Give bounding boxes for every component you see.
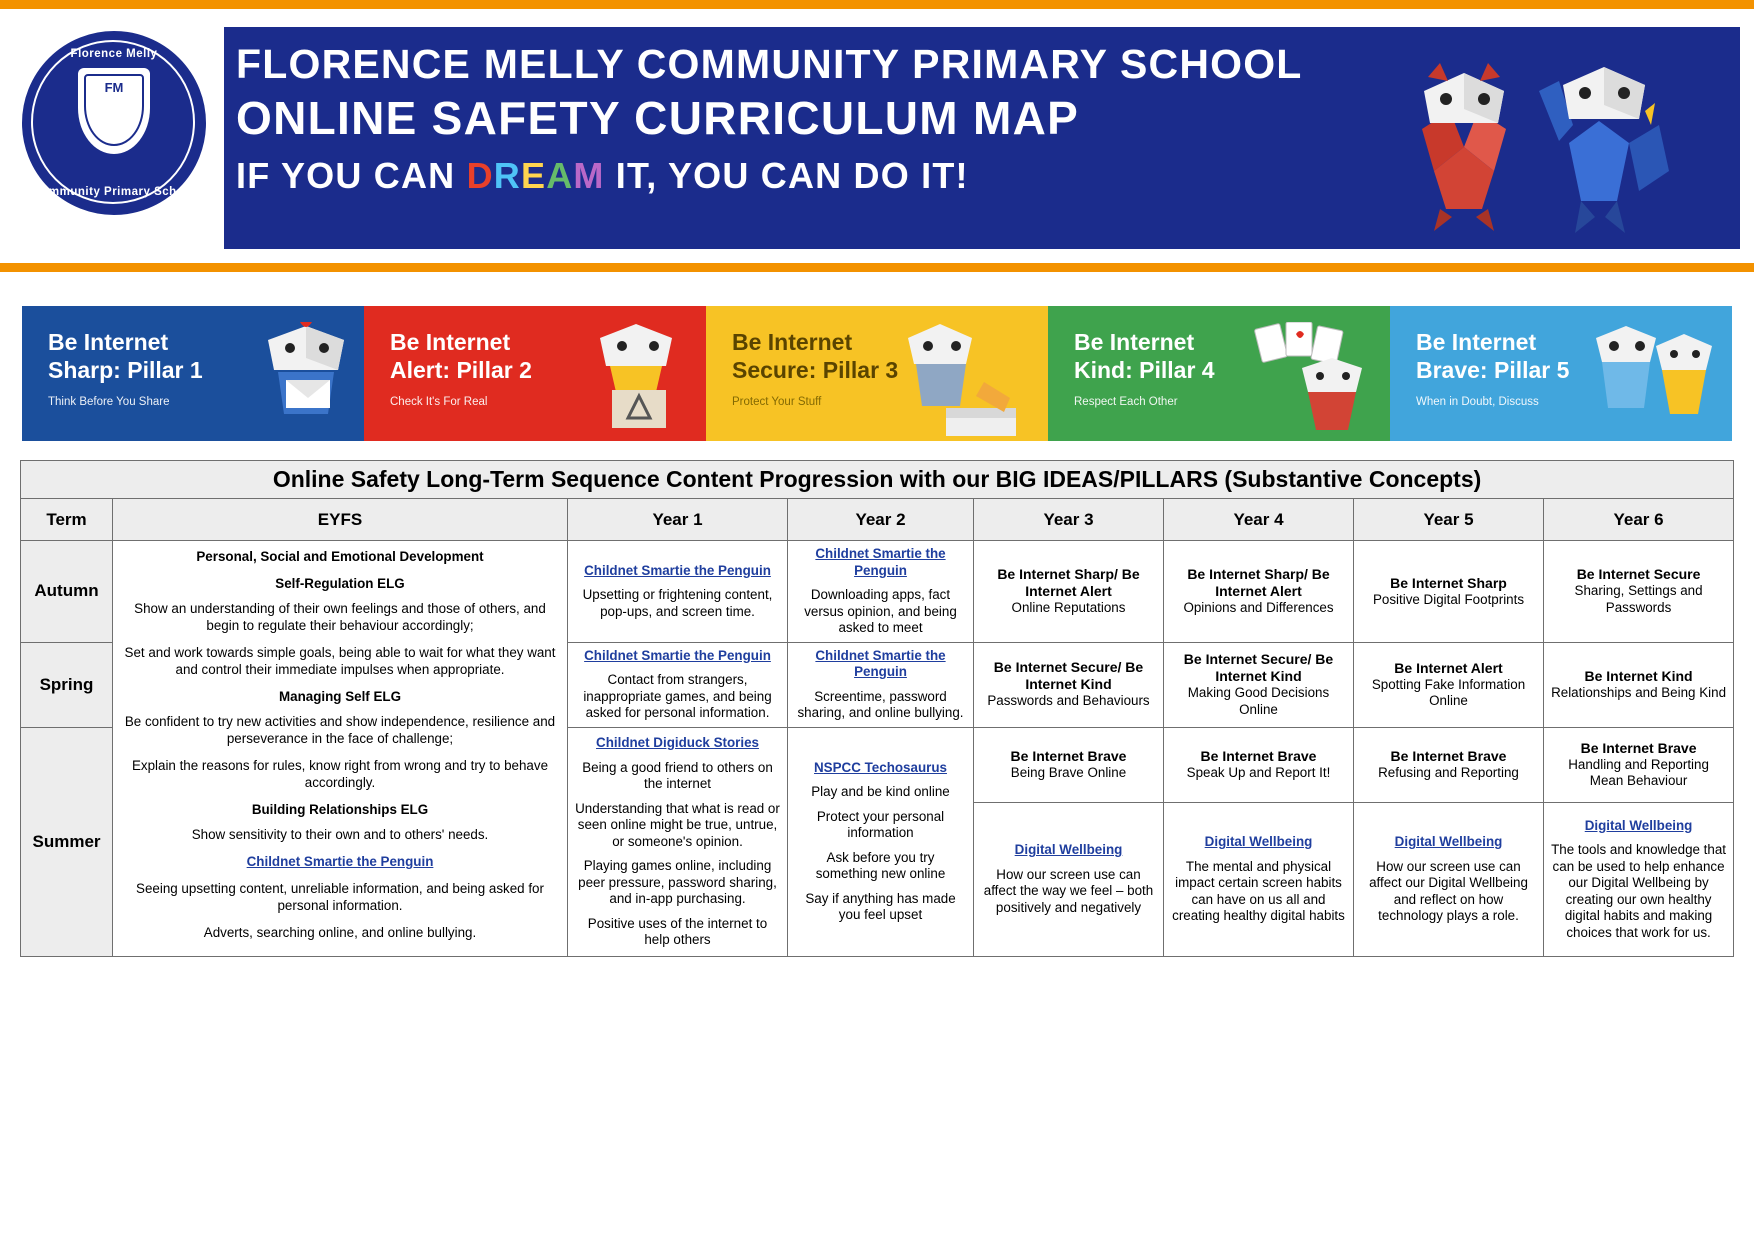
autumn-year-4-cell xyxy=(1164,541,1354,643)
autumn-year-6-label: Be Internet Secure xyxy=(1576,566,1701,583)
summer-brave-year-6-desc: Handling and Reporting Mean Behaviour xyxy=(1568,756,1709,789)
pillar-4-title: Be Internet Kind: Pillar 4 xyxy=(1074,329,1215,383)
pillar-5-subtitle: When in Doubt, Discuss xyxy=(1416,396,1539,408)
spring-year-2-link[interactable]: Childnet Smartie the Penguin xyxy=(815,647,946,679)
motto-dream-e: E xyxy=(520,155,547,196)
summer-wellbeing-year-4-desc: The mental and physical impact certain screen habits can have on us all and creating healthy digital habits xyxy=(1172,858,1345,924)
pillar-4-robot-icon xyxy=(1250,322,1380,437)
summer-wellbeing-year-3-desc: How our screen use can affect the way we feel – both positively and negatively xyxy=(983,866,1154,915)
summer-wellbeing-year-6-cell xyxy=(1544,802,1734,956)
summer-year-2-cell xyxy=(788,727,974,957)
motto-suffix: IT, YOU CAN DO IT! xyxy=(604,155,969,196)
pillar-1-subtitle: Think Before You Share xyxy=(48,396,170,408)
motto-dream-d: D xyxy=(466,155,494,196)
eyfs-cell xyxy=(113,541,568,957)
pillar-1-title: Be Internet Sharp: Pillar 1 xyxy=(48,329,203,383)
column-header-term: Term xyxy=(21,499,113,541)
motto-prefix: IF YOU CAN xyxy=(236,155,467,196)
autumn-year-6-desc: Sharing, Settings and Passwords xyxy=(1574,583,1703,615)
curriculum-table-wrapper xyxy=(20,460,1733,957)
summer-year-1-desc-3: Playing games online, including peer pressure, password sharing, and in-app purchasing. xyxy=(578,858,777,906)
column-header-year-4: Year 4 xyxy=(1164,499,1354,541)
summer-year-2-desc-4: Say if anything has made you feel upset xyxy=(805,890,956,923)
summer-year-1-desc-1: Being a good friend to others on the internet xyxy=(582,759,773,791)
spring-year-4-label: Be Internet Secure/ Be Internet Kind xyxy=(1183,651,1334,684)
eyfs-heading-building-relationships: Building Relationships ELG xyxy=(251,802,429,817)
autumn-year-2-cell xyxy=(788,541,974,643)
pillar-strip xyxy=(22,306,1732,441)
summer-brave-year-3-label: Be Internet Brave xyxy=(1010,747,1127,764)
pillar-2-title: Be Internet Alert: Pillar 2 xyxy=(390,329,532,383)
table-banner: Online Safety Long-Term Sequence Content Progression with our BIG IDEAS/PILLARS (Substantive Concepts) xyxy=(21,461,1734,499)
motto-dream-m: M xyxy=(573,155,605,196)
summer-brave-year-4-cell xyxy=(1164,727,1354,802)
eyfs-heading-psed: Personal, Social and Emotional Development xyxy=(196,549,484,564)
column-header-year-5: Year 5 xyxy=(1354,499,1544,541)
term-spring: Spring xyxy=(21,642,113,727)
summer-brave-year-5-cell xyxy=(1354,727,1544,802)
red-robot-mascot-icon xyxy=(1404,51,1524,231)
summer-brave-year-6-label: Be Internet Brave xyxy=(1580,739,1697,756)
blue-robot-mascot-icon xyxy=(1529,51,1679,241)
second-orange-rule xyxy=(0,263,1754,272)
autumn-year-3-desc: Online Reputations xyxy=(1011,600,1126,615)
eyfs-text-2: Set and work towards simple goals, being able to wait for what they want and control their immediate impulses when appropriate. xyxy=(124,645,556,677)
column-header-year-1: Year 1 xyxy=(568,499,788,541)
autumn-year-2-link[interactable]: Childnet Smartie the Penguin xyxy=(815,546,946,578)
curriculum-table xyxy=(20,460,1734,957)
table-header-row xyxy=(21,499,1734,541)
spring-year-1-desc: Contact from strangers, inappropriate games, and being asked for personal information. xyxy=(583,672,772,720)
crest-bottom-text: Community Primary School xyxy=(32,186,196,198)
summer-brave-year-3-cell xyxy=(974,727,1164,802)
summer-brave-year-4-label: Be Internet Brave xyxy=(1200,747,1317,764)
header-banner xyxy=(224,27,1740,249)
pillar-card-1 xyxy=(22,306,364,441)
summer-brave-year-6-cell xyxy=(1544,727,1734,802)
eyfs-heading-managing-self: Managing Self ELG xyxy=(278,689,401,704)
summer-year-1-desc-4: Positive uses of the internet to help others xyxy=(587,915,768,947)
eyfs-link-smartie-penguin[interactable]: Childnet Smartie the Penguin xyxy=(246,854,434,869)
summer-year-1-desc-2: Understanding that what is read or seen online might be true, untrue, or someone's opinion. xyxy=(575,800,780,849)
pillar-card-2 xyxy=(364,306,706,441)
page-title: ONLINE SAFETY CURRICULUM MAP xyxy=(236,92,1080,144)
autumn-year-5-cell xyxy=(1354,541,1544,643)
eyfs-text-4: Explain the reasons for rules, know right from wrong and try to behave accordingly. xyxy=(131,758,549,790)
table-row-autumn xyxy=(21,541,1734,643)
autumn-year-4-desc: Opinions and Differences xyxy=(1183,600,1334,615)
spring-year-2-desc: Screentime, password sharing, and online bullying. xyxy=(797,688,964,720)
column-header-year-6: Year 6 xyxy=(1544,499,1734,541)
school-crest-logo xyxy=(22,31,206,215)
spring-year-3-desc: Passwords and Behaviours xyxy=(987,693,1150,709)
spring-year-5-cell xyxy=(1354,642,1544,727)
summer-wellbeing-year-5-cell xyxy=(1354,802,1544,956)
autumn-year-5-label: Be Internet Sharp xyxy=(1390,574,1507,591)
eyfs-text-6: Seeing upsetting content, unreliable information, and being asked for personal information. xyxy=(136,881,544,913)
term-summer: Summer xyxy=(21,727,113,957)
school-motto xyxy=(236,151,1303,201)
summer-wellbeing-year-4-link[interactable]: Digital Wellbeing xyxy=(1204,834,1313,850)
summer-year-2-desc-3: Ask before you try something new online xyxy=(815,849,946,882)
autumn-year-2-desc: Downloading apps, fact versus opinion, and being asked to meet xyxy=(804,587,957,635)
summer-brave-year-3-desc: Being Brave Online xyxy=(1010,764,1127,780)
crest-top-text: Florence Melly xyxy=(70,48,158,60)
column-header-year-2: Year 2 xyxy=(788,499,974,541)
eyfs-text-3: Be confident to try new activities and show independence, resilience and perseverance in the face of challenge; xyxy=(124,714,556,746)
autumn-year-1-link[interactable]: Childnet Smartie the Penguin xyxy=(584,562,771,578)
spring-year-3-cell xyxy=(974,642,1164,727)
autumn-year-4-label: Be Internet Sharp/ Be Internet Alert xyxy=(1187,566,1330,599)
summer-year-2-link[interactable]: NSPCC Techosaurus xyxy=(814,759,947,775)
spring-year-2-cell xyxy=(788,642,974,727)
spring-year-1-link[interactable]: Childnet Smartie the Penguin xyxy=(584,647,771,663)
header-text-block xyxy=(236,39,1303,201)
school-name: FLORENCE MELLY COMMUNITY PRIMARY SCHOOL xyxy=(236,41,1303,87)
motto-dream-r: R xyxy=(493,155,521,196)
spring-year-4-cell xyxy=(1164,642,1354,727)
summer-wellbeing-year-5-link[interactable]: Digital Wellbeing xyxy=(1394,834,1503,850)
eyfs-heading-self-regulation: Self-Regulation ELG xyxy=(275,576,405,591)
summer-wellbeing-year-3-link[interactable]: Digital Wellbeing xyxy=(1014,842,1123,858)
summer-brave-year-4-desc: Speak Up and Report It! xyxy=(1186,764,1331,780)
pillar-card-4 xyxy=(1048,306,1390,441)
spring-year-6-desc: Relationships and Being Kind xyxy=(1551,684,1727,700)
eyfs-text-1: Show an understanding of their own feelings and those of others, and begin to regulate their behaviour accordingly; xyxy=(134,601,546,633)
autumn-year-3-label: Be Internet Sharp/ Be Internet Alert xyxy=(997,566,1140,599)
summer-year-1-cell xyxy=(568,727,788,957)
term-autumn: Autumn xyxy=(21,541,113,643)
summer-wellbeing-year-6-link[interactable]: Digital Wellbeing xyxy=(1584,817,1693,833)
autumn-year-5-desc: Positive Digital Footprints xyxy=(1372,591,1525,607)
motto-dream-a: A xyxy=(546,155,574,196)
autumn-year-6-cell xyxy=(1544,541,1734,643)
pillar-3-robot-icon xyxy=(888,322,1038,441)
document-header xyxy=(0,9,1754,257)
pillar-2-robot-icon xyxy=(586,322,696,432)
crest-initials: FM xyxy=(84,74,144,146)
pillar-card-3 xyxy=(706,306,1048,441)
spring-year-5-desc: Spotting Fake Information Online xyxy=(1371,676,1526,708)
column-header-year-3: Year 3 xyxy=(974,499,1164,541)
column-header-eyfs: EYFS xyxy=(113,499,568,541)
pillar-1-robot-icon xyxy=(258,322,354,422)
spring-year-6-label: Be Internet Kind xyxy=(1584,667,1693,684)
pillar-5-robot-icon xyxy=(1592,322,1722,437)
summer-wellbeing-year-3-cell xyxy=(974,802,1164,956)
pillar-2-subtitle: Check It's For Real xyxy=(390,396,488,408)
pillar-3-title: Be Internet Secure: Pillar 3 xyxy=(732,329,899,383)
pillar-5-title: Be Internet Brave: Pillar 5 xyxy=(1416,329,1570,383)
spring-year-1-cell xyxy=(568,642,788,727)
spring-year-5-label: Be Internet Alert xyxy=(1394,659,1503,676)
summer-wellbeing-year-5-desc: How our screen use can affect our Digital Wellbeing and reflect on how technology plays a role. xyxy=(1369,858,1528,924)
spring-year-3-label: Be Internet Secure/ Be Internet Kind xyxy=(993,659,1144,693)
summer-wellbeing-year-4-cell xyxy=(1164,802,1354,956)
autumn-year-1-cell xyxy=(568,541,788,643)
autumn-year-3-cell xyxy=(974,541,1164,643)
spring-year-4-desc: Making Good Decisions Online xyxy=(1187,685,1330,717)
table-banner-row xyxy=(21,461,1734,499)
pillar-4-subtitle: Respect Each Other xyxy=(1074,396,1178,408)
autumn-year-1-desc: Upsetting or frightening content, pop-ups, and screen time. xyxy=(582,587,773,619)
summer-year-2-desc-1: Play and be kind online xyxy=(811,784,950,800)
top-orange-rule xyxy=(0,0,1754,9)
spring-year-6-cell xyxy=(1544,642,1734,727)
eyfs-text-5: Show sensitivity to their own and to others' needs. xyxy=(191,827,489,842)
summer-brave-year-5-desc: Refusing and Reporting xyxy=(1378,764,1519,780)
eyfs-text-7: Adverts, searching online, and online bullying. xyxy=(203,925,477,940)
summer-year-2-desc-2: Protect your personal information xyxy=(816,808,945,841)
pillar-card-5 xyxy=(1390,306,1732,441)
pillar-3-subtitle: Protect Your Stuff xyxy=(732,396,822,408)
summer-brave-year-5-label: Be Internet Brave xyxy=(1390,747,1507,764)
summer-year-1-link[interactable]: Childnet Digiduck Stories xyxy=(596,735,759,750)
summer-wellbeing-year-6-desc: The tools and knowledge that can be used to help enhance our Digital Wellbeing by creating our own healthy digital habits and making choices that work for us. xyxy=(1551,842,1727,940)
